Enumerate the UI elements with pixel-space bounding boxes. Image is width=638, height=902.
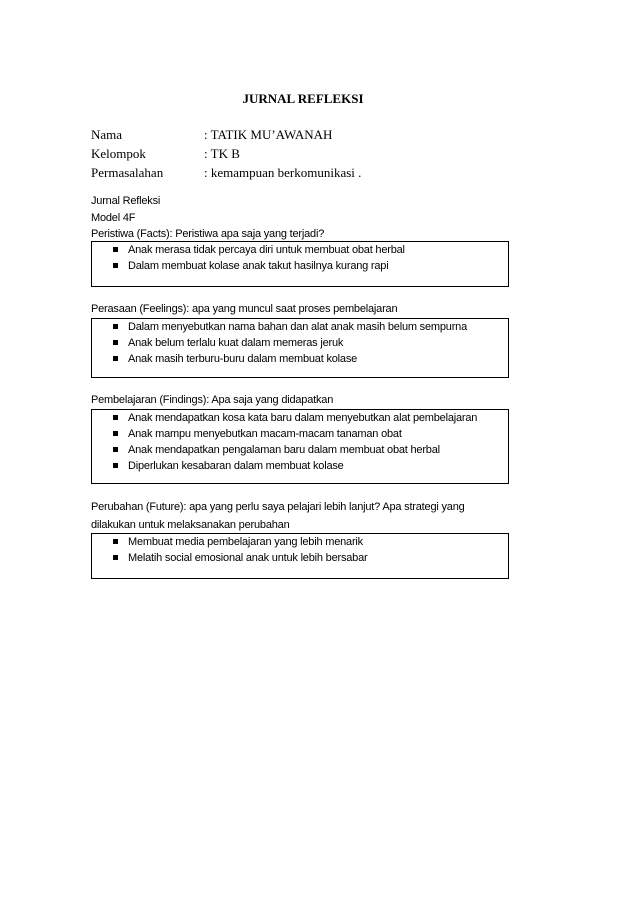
- intro-line: Model 4F: [91, 212, 136, 224]
- section-box-future: [91, 533, 509, 579]
- list-item: [92, 351, 508, 367]
- bullet-icon: [113, 463, 118, 468]
- bullet-icon: [113, 356, 118, 361]
- list-item-text: Anak belum terlalu kuat dalam memeras jeruk: [128, 337, 344, 349]
- list-item: [92, 258, 508, 274]
- section-heading-feelings: Perasaan (Feelings): apa yang muncul saat proses pembelajaran: [91, 303, 398, 315]
- list-item-text: Anak mendapatkan kosa kata baru dalam menyebutkan alat pembelajaran: [128, 412, 478, 424]
- info-value: : TK B: [204, 146, 240, 161]
- list-item: [92, 550, 508, 566]
- bullet-icon: [113, 555, 118, 560]
- info-value: : TATIK MU’AWANAH: [204, 127, 333, 142]
- section-box-feelings: [91, 318, 509, 378]
- bullet-icon: [113, 431, 118, 436]
- info-label: Nama: [91, 127, 123, 142]
- list-item-text: Dalam menyebutkan nama bahan dan alat anak masih belum sempurna: [128, 321, 467, 333]
- list-item: [92, 335, 508, 351]
- list-item: [92, 458, 508, 474]
- list-item-text: Diperlukan kesabaran dalam membuat kolase: [128, 460, 344, 472]
- bullet-icon: [113, 447, 118, 452]
- section-box-facts: [91, 241, 509, 287]
- list-item: [92, 319, 508, 335]
- section-heading-future-cont: dilakukan untuk melaksanakan perubahan: [91, 519, 290, 531]
- list-item-text: Anak merasa tidak percaya diri untuk membuat obat herbal: [128, 244, 405, 256]
- bullet-list: [92, 410, 508, 474]
- bullet-icon: [113, 415, 118, 420]
- section-heading-findings: Pembelajaran (Findings): Apa saja yang didapatkan: [91, 394, 334, 406]
- list-item-text: Anak mampu menyebutkan macam-macam tanaman obat: [128, 428, 402, 440]
- info-value: : kemampuan berkomunikasi .: [204, 165, 362, 180]
- bullet-list: [92, 534, 508, 566]
- list-item-text: Membuat media pembelajaran yang lebih menarik: [128, 536, 363, 548]
- section-heading-facts: Peristiwa (Facts): Peristiwa apa saja yang terjadi?: [91, 228, 325, 240]
- list-item: [92, 242, 508, 258]
- intro-line: Jurnal Refleksi: [91, 195, 161, 207]
- info-label: Permasalahan: [91, 165, 164, 180]
- list-item-text: Dalam membuat kolase anak takut hasilnya kurang rapi: [128, 260, 389, 272]
- list-item: [92, 534, 508, 550]
- bullet-icon: [113, 247, 118, 252]
- bullet-icon: [113, 340, 118, 345]
- bullet-list: [92, 242, 508, 274]
- bullet-list: [92, 319, 508, 367]
- list-item: [92, 442, 508, 458]
- list-item-text: Anak masih terburu-buru dalam membuat kolase: [128, 353, 358, 365]
- document-title: JURNAL REFLEKSI: [242, 91, 364, 106]
- bullet-icon: [113, 539, 118, 544]
- list-item: [92, 426, 508, 442]
- list-item-text: Anak mendapatkan pengalaman baru dalam membuat obat herbal: [128, 444, 440, 456]
- bullet-icon: [113, 263, 118, 268]
- info-label: Kelompok: [91, 146, 146, 161]
- list-item-text: Melatih social emosional anak untuk lebih bersabar: [128, 552, 368, 564]
- bullet-icon: [113, 324, 118, 329]
- list-item: [92, 410, 508, 426]
- section-box-findings: [91, 409, 509, 484]
- section-heading-future: Perubahan (Future): apa yang perlu saya pelajari lebih lanjut? Apa strategi yang: [91, 501, 465, 513]
